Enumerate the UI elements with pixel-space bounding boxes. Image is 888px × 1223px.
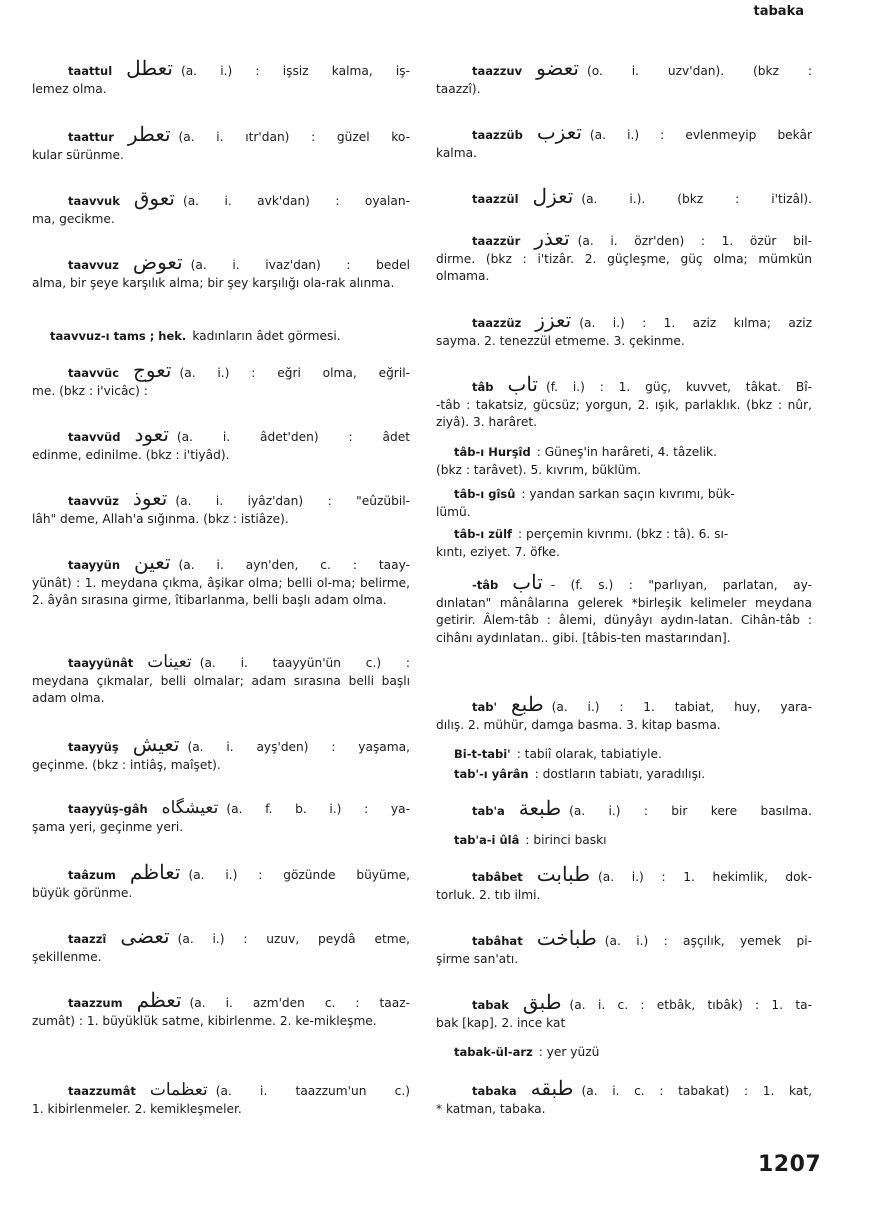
definition-start: (a. i. c. : etbâk, tıbâk) : 1. ta- <box>569 998 812 1012</box>
definition-continuation: ma, gecikme. <box>32 211 115 226</box>
arabic-script: تعوض <box>132 250 183 274</box>
headword: tabaka <box>472 1084 517 1098</box>
definition-continuation: torluk. 2. tıb ilmi. <box>436 887 541 902</box>
headword: tabak-ül-arz <box>454 1045 533 1059</box>
dictionary-entry <box>436 766 812 784</box>
definition-continuation: dirme. (bkz : i'tizâr. 2. güçleşme, güç olma; mümkün olmama. <box>436 251 812 283</box>
headword: taavvuk <box>68 194 120 208</box>
headword: taayyüş <box>68 740 119 754</box>
entry-first-line <box>436 796 812 821</box>
arabic-script: تعزز <box>535 308 572 332</box>
headword: taazzî <box>68 932 107 946</box>
entry-first-line <box>32 860 410 885</box>
entry-first-line <box>436 1076 812 1101</box>
definition-continuation: edinme, edinilme. (bkz : i'tiyâd). <box>32 447 230 462</box>
entry-first-line <box>436 692 812 717</box>
arabic-script: تعيش <box>132 732 180 756</box>
arabic-script: تعضو <box>536 56 579 80</box>
left-column <box>32 56 410 1140</box>
definition-start: (a. i.) : bir kere basılma. <box>569 804 812 818</box>
entry-first-line <box>32 422 410 447</box>
definition-continuation: şama yeri, geçinme yeri. <box>32 819 184 834</box>
entry-first-line <box>436 226 812 251</box>
entry-first-line <box>436 570 812 595</box>
dictionary-entry <box>32 732 410 774</box>
definition-start: (a. i. c. : tabakat) : 1. kat, <box>581 1084 812 1098</box>
definition-continuation: kalma. <box>436 145 477 160</box>
running-header: tabaka <box>753 4 804 19</box>
arabic-script: تاب <box>512 570 543 594</box>
definition-start: (a. i.). (bkz : i'tizâl). <box>581 192 812 206</box>
entry-first-line <box>32 250 410 275</box>
definition-start: (a. i. ivaz'dan) : bedel <box>190 258 410 272</box>
headword: tabak <box>472 998 509 1012</box>
entry-first-line <box>32 1082 410 1101</box>
definition-continuation: bak [kap]. 2. ince kat <box>436 1015 566 1030</box>
definition-start: (a. i. taayyün'ün c.) : <box>199 656 410 670</box>
definition-start: (a. i. ıtr'dan) : güzel ko- <box>178 130 410 144</box>
definition-start: : Güneş'in harâreti, 4. tâzelik. <box>536 445 717 459</box>
arabic-script: طباخت <box>536 926 597 950</box>
right-column <box>436 56 812 1140</box>
definition-start: : yandan sarkan saçın kıvrımı, bük- <box>521 487 735 501</box>
definition-start: : dostların tabiatı, yaradılışı. <box>534 767 706 781</box>
headword: tabâbet <box>472 870 523 884</box>
definition-continuation: dılış. 2. mühür, damga basma. 3. kitap basma. <box>436 717 721 732</box>
arabic-script: طبقه <box>530 1076 574 1100</box>
entry-first-line <box>436 120 812 145</box>
definition-continuation: kular sürünme. <box>32 147 124 162</box>
definition-continuation: şekillenme. <box>32 949 102 964</box>
definition-continuation: kıntı, eziyet. 7. öfke. <box>436 544 560 559</box>
headword: taâzum <box>68 868 116 882</box>
definition-start: (a. i.) : uzuv, peydâ etme, <box>177 932 410 946</box>
headword: tâb-ı gîsû <box>454 487 516 501</box>
dictionary-entry <box>32 486 410 528</box>
dictionary-entry <box>32 422 410 464</box>
arabic-script: تعطل <box>126 56 173 80</box>
dictionary-entry <box>436 746 812 764</box>
dictionary-entry <box>436 444 812 479</box>
headword: taazzüb <box>472 128 523 142</box>
headword: tab' <box>472 700 498 714</box>
entry-first-line <box>436 372 812 397</box>
arabic-script: طبابت <box>536 862 591 886</box>
dictionary-entry <box>32 800 410 836</box>
dictionary-entry <box>436 1076 812 1118</box>
dictionary-entry <box>436 570 812 647</box>
entry-first-line <box>32 924 410 949</box>
dictionary-entry <box>32 122 410 164</box>
entry-first-line <box>32 358 410 383</box>
definition-start: (a. i. âdet'den) : âdet <box>176 430 410 444</box>
headword: taazzum <box>68 996 123 1010</box>
dictionary-entry <box>32 550 410 610</box>
arabic-script: تعين <box>134 550 171 574</box>
entry-first-line <box>436 832 812 850</box>
entry-first-line <box>436 766 812 784</box>
definition-start: (a. i. ayş'den) : yaşama, <box>187 740 410 754</box>
dictionary-entry <box>436 120 812 162</box>
dictionary-entry <box>32 186 410 228</box>
dictionary-entry <box>436 862 812 904</box>
dictionary-entry <box>436 486 812 521</box>
definition-start: kadınların âdet görmesi. <box>192 329 341 343</box>
definition-continuation: -tâb : takatsiz, gücsüz; yorgun, 2. ışık, parlaklık. (bkz : nûr, ziyâ). 3. harâret. <box>436 397 812 429</box>
entry-first-line <box>32 800 410 819</box>
definition-start: (a. i.) : aşçılık, yemek pi- <box>604 934 812 948</box>
arabic-script: تعاظم <box>129 860 181 884</box>
headword: Bi-t-tabi' <box>454 747 511 761</box>
definition-continuation: lâh" deme, Allah'a sığınma. (bkz : istiâze). <box>32 511 289 526</box>
dictionary-entry <box>436 1044 812 1062</box>
entry-first-line <box>436 308 812 333</box>
definition-start: : tabiî olarak, tabiatiyle. <box>516 747 662 761</box>
dictionary-entry <box>436 308 812 350</box>
definition-continuation: zumât) : 1. büyüklük satme, kibirlenme. 2. ke-mikleşme. <box>32 1013 377 1028</box>
definition-start: (o. i. uzv'dan). (bkz : <box>586 64 812 78</box>
arabic-script: تعظم <box>136 988 182 1012</box>
arabic-script: تعينات <box>147 652 192 672</box>
dictionary-entry <box>32 654 410 708</box>
dictionary-entry <box>436 796 812 821</box>
definition-continuation: taazzî). <box>436 81 481 96</box>
definition-start: (a. i. avk'dan) : oyalan- <box>182 194 410 208</box>
arabic-script: تعطر <box>127 122 171 146</box>
dictionary-entry <box>32 56 410 98</box>
entry-first-line <box>436 746 812 764</box>
definition-start: (a. i. taazzum'un c.) <box>215 1084 410 1098</box>
arabic-script: تعوق <box>133 186 175 210</box>
dictionary-entry <box>436 832 812 850</box>
headword: taattul <box>68 64 113 78</box>
definition-start: (a. i.) : 1. aziz kılma; aziz <box>579 316 812 330</box>
dictionary-entry <box>32 328 410 346</box>
headword: taayyün <box>68 558 121 572</box>
headword: taattur <box>68 130 114 144</box>
entry-first-line <box>436 990 812 1015</box>
headword: tabâhat <box>472 934 523 948</box>
dictionary-entry <box>436 226 812 286</box>
headword: tâb-ı zülf <box>454 527 513 541</box>
definition-start: (a. i.) : eğri olma, eğril- <box>179 366 410 380</box>
arabic-script: تاب <box>507 372 538 396</box>
entry-first-line <box>32 186 410 211</box>
entry-first-line <box>32 328 410 346</box>
dictionary-entry <box>436 926 812 968</box>
definition-start: : perçemin kıvrımı. (bkz : tâ). 6. sı- <box>518 527 729 541</box>
arabic-script: تعيشگاه <box>161 798 219 818</box>
entry-first-line <box>32 486 410 511</box>
definition-start: (a. i.) : 1. hekimlik, dok- <box>598 870 812 884</box>
headword: taavvüc <box>68 366 120 380</box>
definition-start: (f. i.) : 1. güç, kuvvet, tâkat. Bî- <box>546 380 812 394</box>
dictionary-entry <box>32 924 410 966</box>
definition-continuation: meydana çıkmalar, belli olmalar; adam sırasına belli başlı adam olma. <box>32 673 410 705</box>
headword: tab'a <box>472 804 505 818</box>
definition-continuation: büyük görünme. <box>32 885 133 900</box>
arabic-script: طبعة <box>518 796 562 820</box>
definition-continuation: me. (bkz : i'vicâc) : <box>32 383 148 398</box>
headword: taavvuz-ı tams ; hek. <box>50 329 187 343</box>
dictionary-entry <box>436 692 812 734</box>
headword: tâb-ı Hurşîd <box>454 445 531 459</box>
dictionary-entry <box>32 250 410 292</box>
definition-start: (a. i.) : işsiz kalma, iş- <box>180 64 410 78</box>
dictionary-entry <box>436 372 812 432</box>
dictionary-entry <box>436 184 812 209</box>
headword: taazzür <box>472 234 521 248</box>
definition-start: : birinci baskı <box>525 833 607 847</box>
definition-start: - (f. s.) : "parlıyan, parlatan, ay- <box>550 578 812 592</box>
definition-continuation: lümü. <box>436 504 471 519</box>
entry-first-line <box>32 550 410 575</box>
headword: taazzuv <box>472 64 523 78</box>
headword: taayyüş-gâh <box>68 802 148 816</box>
definition-start: (a. f. b. i.) : ya- <box>226 802 410 816</box>
headword: tab'a-i ûlâ <box>454 833 520 847</box>
headword: taazzüz <box>472 316 522 330</box>
entry-first-line <box>436 1044 812 1062</box>
dictionary-entry <box>32 1082 410 1118</box>
definition-start: : yer yüzü <box>538 1045 600 1059</box>
arabic-script: طبق <box>522 990 562 1014</box>
definition-continuation: şirme san'atı. <box>436 951 519 966</box>
dictionary-entry <box>436 990 812 1032</box>
headword: tab'-ı yârân <box>454 767 529 781</box>
definition-continuation: alma, bir şeye karşılık alma; bir şey karşılığı ola-rak alınma. <box>32 275 395 290</box>
definition-continuation: * katman, tabaka. <box>436 1101 546 1116</box>
dictionary-entry <box>32 988 410 1030</box>
definition-continuation: 1. kibirlenmeler. 2. kemikleşmeler. <box>32 1101 242 1116</box>
arabic-script: تعذر <box>534 226 570 250</box>
dictionary-entry <box>32 358 410 400</box>
entry-first-line <box>436 444 812 462</box>
headword: taayyünât <box>68 656 134 670</box>
entry-first-line <box>32 122 410 147</box>
entry-first-line <box>436 926 812 951</box>
definition-continuation: lemez olma. <box>32 81 107 96</box>
arabic-script: تعظمات <box>149 1080 208 1100</box>
entry-first-line <box>32 654 410 673</box>
dictionary-entry <box>436 56 812 98</box>
arabic-script: طبع <box>511 692 544 716</box>
definition-start: (a. i.) : 1. tabiat, huy, yara- <box>551 700 812 714</box>
arabic-script: تعزل <box>532 184 574 208</box>
definition-continuation: geçinme. (bkz : intiâş, maîşet). <box>32 757 221 772</box>
arabic-script: تعزب <box>536 120 582 144</box>
headword: taavvüd <box>68 430 121 444</box>
page-number: 1207 <box>758 1152 822 1177</box>
dictionary-entry <box>32 860 410 902</box>
arabic-script: تعود <box>134 422 169 446</box>
entry-first-line <box>32 732 410 757</box>
entry-first-line <box>32 988 410 1013</box>
definition-continuation: (bkz : tarâvet). 5. kıvrım, büklüm. <box>436 462 642 477</box>
entry-first-line <box>436 184 812 209</box>
definition-start: (a. i.) : evlenmeyip bekâr <box>589 128 812 142</box>
entry-first-line <box>436 56 812 81</box>
definition-start: (a. i. ayn'den, c. : taay- <box>178 558 410 572</box>
definition-continuation: dınlatan" mânâlarına gelerek *birleşik kelimeler meydana getirir. Âlem-tâb : âlemi, dünyâyı aydın-latan. Cihân-tâb : cihânı aydınlatan.. gibi. [tâbis-ten mastarından]. <box>436 595 812 645</box>
headword: -tâb <box>472 578 499 592</box>
headword: taavvüz <box>68 494 119 508</box>
entry-first-line <box>436 526 812 544</box>
arabic-script: تعوذ <box>132 486 168 510</box>
definition-start: (a. i. özr'den) : 1. özür bil- <box>577 234 812 248</box>
definition-continuation: yünât) : 1. meydana çıkma, âşikar olma; belli ol-ma; belirme, 2. âyân sırasına girme, îtibarlanma, belli başlı adam olma. <box>32 575 410 607</box>
dictionary-entry <box>436 526 812 561</box>
arabic-script: تعوج <box>133 358 172 382</box>
headword: tâb <box>472 380 494 394</box>
headword: taazzül <box>472 192 519 206</box>
definition-continuation: sayma. 2. tenezzül etmeme. 3. çekinme. <box>436 333 685 348</box>
definition-start: (a. i. iyâz'dan) : "eûzübil- <box>175 494 410 508</box>
entry-first-line <box>436 862 812 887</box>
headword: taavvuz <box>68 258 119 272</box>
definition-start: (a. i. azm'den c. : taaz- <box>189 996 410 1010</box>
arabic-script: تعضى <box>120 924 170 948</box>
definition-start: (a. i.) : gözünde büyüme, <box>188 868 410 882</box>
headword: taazzumât <box>68 1084 136 1098</box>
entry-first-line <box>32 56 410 81</box>
entry-first-line <box>436 486 812 504</box>
